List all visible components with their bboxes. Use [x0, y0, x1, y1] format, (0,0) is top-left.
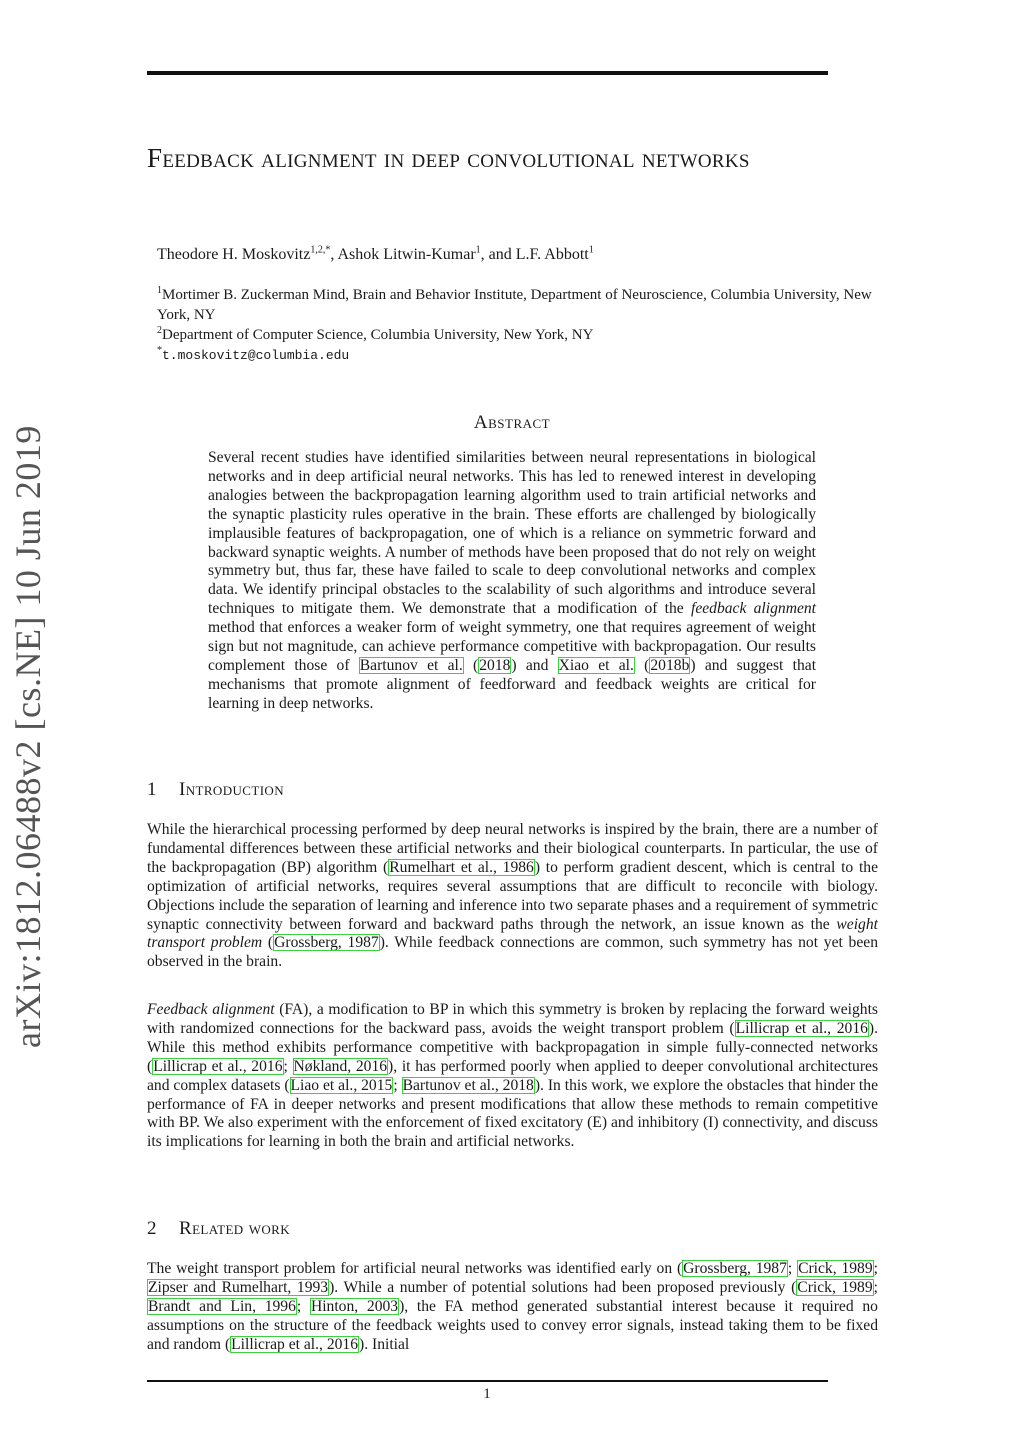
- citation-link[interactable]: Crick, 1989: [797, 1278, 873, 1296]
- author-name: Theodore H. Moskovitz: [157, 246, 311, 263]
- body-text-run: ). Initial: [359, 1335, 410, 1353]
- citation-link[interactable]: Hinton, 2003: [310, 1297, 399, 1315]
- section-title: Introduction: [179, 779, 285, 800]
- abstract-text-run: and: [516, 656, 558, 674]
- page-number: 1: [483, 1386, 491, 1402]
- citation-link[interactable]: Brandt and Lin, 1996: [148, 1297, 296, 1315]
- body-text-run: ). While a number of potential solutions had been proposed previously (: [329, 1278, 797, 1296]
- body-text-run: (FA), a modification to BP in which this symmetry is broken by replacing the forward weights with randomized connections for the backward pass, avoids the weight transport problem (: [147, 1001, 878, 1037]
- affiliation-mark: 1: [157, 285, 162, 296]
- intro-paragraph-1: [147, 821, 878, 972]
- citation-link[interactable]: Zipser and Rumelhart, 1993: [148, 1278, 329, 1296]
- author-superscript: 1,2,*: [310, 244, 331, 256]
- body-text-run: ;: [787, 1260, 798, 1277]
- affiliations: [157, 285, 877, 366]
- section-number: 1: [147, 779, 157, 800]
- top-rule: [147, 71, 828, 75]
- body-text-run: ;: [873, 1260, 878, 1277]
- affiliation-email: [157, 345, 877, 366]
- citation-link[interactable]: Liao et al., 2015: [290, 1076, 393, 1094]
- author-name: Ashok Litwin-Kumar: [337, 246, 476, 263]
- arxiv-identifier: arXiv:1812.06488v2 [cs.NE] 10 Jun 2019: [8, 425, 48, 1048]
- citation-link[interactable]: Grossberg, 1987: [274, 934, 379, 952]
- body-text-run: ), it has performed poorly when applied to deeper convolutional architectures and complex datasets (: [147, 1057, 879, 1094]
- abstract-text-run: Several recent studies have identified similarities between neural representations in biological networks and in deep artificial neural networks. This has led to renewed interest in developing analogies between the backpropagation learning algorithm used to train artificial networks and the synaptic plasticity rules operative in the brain. These efforts are challenged by biologically implausible features of backpropagation, one of which is a reliance on symmetric forward and backward synaptic weights. A number of methods have been proposed that do not rely on weight symmetry but, thus far, these have failed to scale to deep convolutional networks and complex data. We identify principal obstacles to the scalability of such algorithms and introduce several techniques to mitigate them. We demonstrate that a modification of the: [208, 449, 816, 618]
- author-separator: ,: [330, 246, 338, 263]
- affiliation-2: [157, 325, 877, 345]
- email-link[interactable]: t.moskovitz@columbia.edu: [162, 348, 350, 363]
- author-list: [157, 246, 594, 264]
- citation-link[interactable]: 2018b: [650, 656, 690, 674]
- bottom-rule: [147, 1380, 828, 1382]
- abstract-text-run: and suggest that mechanisms that promote alignment of feedforward and feedback weights are critical for learning in deep networks.: [208, 656, 817, 712]
- paper-title: Feedback alignment in deep convolutional networks: [147, 143, 750, 173]
- body-text-run: ;: [873, 1278, 878, 1296]
- body-text-run: While the hierarchical processing performed by deep neural networks is inspired by the brain, there are a number of fundamental differences between these artificial networks and their biological counterparts. In particular, the use of the backpropagation (BP) algorithm (: [147, 821, 878, 876]
- citation-link[interactable]: Lillicrap et al., 2016: [231, 1335, 359, 1353]
- author-superscript: 1: [475, 244, 481, 256]
- body-text-run: ;: [393, 1076, 402, 1094]
- body-text-run: The weight transport problem for artificial neural networks was identified early on (: [147, 1260, 683, 1277]
- citation-link[interactable]: Grossberg, 1987: [683, 1260, 787, 1277]
- affiliation-1: [157, 285, 877, 325]
- citation-link[interactable]: Lillicrap et al., 2016: [735, 1019, 868, 1037]
- section-number: 2: [147, 1218, 157, 1239]
- body-text-run: (: [262, 934, 274, 952]
- body-text-run: ). While this method exhibits performance competitive with backpropagation in simple fully-connected networks (: [147, 1019, 879, 1075]
- body-text-run: ;: [283, 1057, 293, 1075]
- citation-link[interactable]: Lillicrap et al., 2016: [153, 1057, 283, 1075]
- section-heading-related-work: [147, 1218, 290, 1240]
- citation-link[interactable]: Xiao et al.: [558, 656, 634, 674]
- intro-paragraph-2: [147, 1001, 878, 1152]
- abstract-heading: Abstract: [473, 412, 551, 433]
- citation-link[interactable]: Crick, 1989: [798, 1260, 873, 1277]
- body-emphasis: Feedback alignment: [147, 1001, 275, 1018]
- body-text-run: ), the FA method generated substantial interest because it required no assumptions on the structure of the feedback weights used to convey error signals, instead taking them to be fixed and random (: [147, 1297, 878, 1353]
- citation-link[interactable]: Rumelhart et al., 1986: [389, 858, 534, 876]
- author-superscript: 1: [588, 244, 594, 256]
- body-text-run: ) to perform gradient descent, which is central to the optimization of artificial networks, requires several assumptions that are difficult to reconcile with biology. Objections include the separation of learning and inference into two separate phases and a requirement of symmetric synaptic connectivity between forward and backward paths through the network, an issue known as the: [147, 858, 878, 933]
- author-separator: , and: [480, 246, 516, 263]
- abstract-emphasis: feedback alignment: [690, 600, 816, 618]
- related-paragraph-1: [147, 1260, 878, 1355]
- citation-link[interactable]: 2018: [479, 656, 511, 674]
- abstract-text: Several recent studies have identified similarities between neural representations in biological networks and in deep artificial neural networks. This has led to renewed interest in developing analogies between the backpropagation learning algorithm used to train artificial networks and the synaptic plasticity rules operative in the brain. These efforts are challenged by biologically implausible features of backpropagation, one of which is a reliance on symmetric forward and backward synaptic weights. A number of methods have been proposed that do not rely on weight symmetry but, thus far, these have failed to scale to deep convolutional networks and complex data. We identify principal obstacles to the scalability of such algorithms and introduce several techniques to mitigate them. We demonstrate that a modification of the feedback alignment method that enforces a weaker form of weight symmetry, one that requires agreement of weight sign but not magnitude, can achieve performance competitive with backpropagation. Our results complement those of Bartunov et al. (2018) and Xiao et al. (2018b) and suggest that mechanisms that promote alignment of feedforward and feedback weights are critical for learning in deep networks.: [208, 449, 817, 712]
- section-title: Related work: [179, 1218, 291, 1239]
- citation-link[interactable]: Bartunov et al.: [359, 656, 463, 674]
- section-heading-introduction: [147, 779, 284, 801]
- citation-link[interactable]: Bartunov et al., 2018: [402, 1076, 534, 1094]
- affiliation-mark: *: [157, 345, 162, 356]
- body-text-run: ). In this work, we explore the obstacles that hinder the performance of FA in deeper networks and present modifications that allow these methods to remain competitive with BP. We also experiment with the enforcement of fixed excitatory (E) and inhibitory (I) connectivity, and discuss its implications for learning in both the brain and artificial networks.: [147, 1076, 878, 1151]
- body-emphasis: weight transport problem: [147, 915, 878, 952]
- body-text-run: ;: [296, 1297, 310, 1315]
- abstract-text-run: method that enforces a weaker form of weight symmetry, one that requires agreement of weight sign but not magnitude, can achieve performance competitive with backpropagation. Our results complement those of: [208, 619, 816, 674]
- affiliation-text: Mortimer B. Zuckerman Mind, Brain and Behavior Institute, Department of Neuroscience, Columbia University, New York, NY: [157, 287, 872, 323]
- author-name: L.F. Abbott: [515, 246, 589, 263]
- affiliation-mark: 2: [157, 325, 162, 336]
- affiliation-text: Department of Computer Science, Columbia University, New York, NY: [162, 327, 594, 343]
- citation-link[interactable]: Nøkland, 2016: [293, 1057, 388, 1075]
- body-text-run: ). While feedback connections are common, such symmetry has not yet been observed in the brain.: [147, 934, 878, 971]
